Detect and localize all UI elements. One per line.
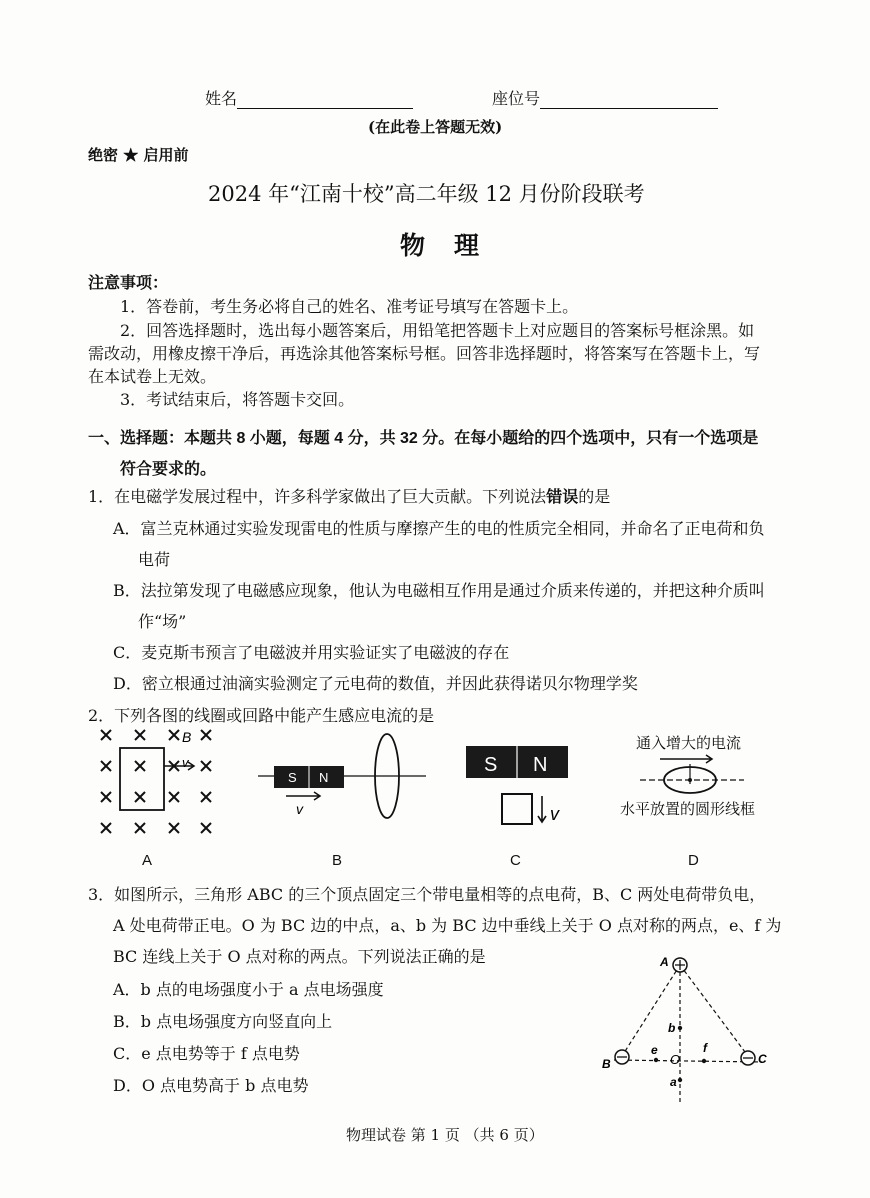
vertex-c-label: C	[758, 1052, 767, 1066]
magnet-s-label: S	[484, 754, 498, 776]
vertex-a-label: A	[660, 955, 669, 969]
point-f-label: f	[703, 1041, 707, 1055]
charge-a	[673, 958, 687, 972]
q3-stem-3: BC 连线上关于 O 点对称的两点。下列说法正确的是	[113, 947, 486, 966]
q2-stem: 2．下列各图的线圈或回路中能产生感应电流的是	[88, 706, 435, 725]
point-a	[678, 1078, 682, 1082]
point-b-label: b	[668, 1021, 676, 1035]
magnet-n-label: N	[533, 754, 548, 776]
name-label: 姓名	[205, 89, 238, 108]
point-e	[654, 1058, 658, 1062]
seat-blank	[540, 90, 718, 109]
q3-figure	[596, 952, 776, 1104]
q2-figure-a-label: A	[142, 852, 153, 869]
velocity-v-label: v	[296, 801, 303, 817]
magnet-n-label: N	[319, 770, 329, 785]
point-f	[702, 1059, 706, 1063]
notice-item-2: 2．回答选择题时，选出每小题答案后，用铅笔把答题卡上对应题目的答案标号框涂黑。如	[120, 321, 755, 340]
page-footer: 物理试卷 第 1 页 （共 6 页）	[346, 1126, 544, 1144]
square-loop	[502, 794, 532, 824]
magnet-s-label: S	[288, 770, 297, 785]
q2-figure-c	[464, 742, 574, 832]
q1-option-d: D．密立根通过油滴实验测定了元电荷的数值，并因此获得诺贝尔物理学奖	[113, 674, 638, 693]
q1-stem: 1．在电磁学发展过程中，许多科学家做出了巨大贡献。下列说法错误的是	[88, 487, 611, 506]
q1-option-b-cont: 作“场”	[138, 612, 187, 631]
name-field	[205, 86, 413, 109]
current-arrow	[660, 755, 712, 763]
exam-title: 2024 年“江南十校”高二年级 12 月份阶段联考	[208, 182, 645, 206]
magnetic-field-crosses	[101, 730, 211, 833]
q3-stem-1: 3．如图所示，三角形 ABC 的三个顶点固定三个带电量相等的点电荷，B、C 两处电荷带负电，	[88, 885, 766, 904]
notice-item-1: 1．答卷前，考生务必将自己的姓名、准考证号填写在答题卡上。	[120, 297, 579, 316]
field-b-label: B	[182, 729, 192, 745]
section-heading: 一、选择题：本题共 8 小题，每题 4 分，共 32 分。在每小题给的四个选项中，只有一个选项是	[88, 430, 759, 447]
q2-figure-a	[88, 722, 228, 840]
velocity-arrow	[286, 792, 320, 800]
conducting-loop	[120, 748, 164, 810]
q3-option-b: B．b 点电场强度方向竖直向上	[113, 1012, 333, 1031]
q1-option-c: C．麦克斯韦预言了电磁波并用实验证实了电磁波的存在	[113, 643, 510, 662]
name-blank	[237, 90, 413, 109]
q2-figure-c-label: C	[510, 852, 521, 869]
side-bc	[614, 1060, 762, 1062]
vertex-b-label: B	[602, 1057, 611, 1071]
q1-emphasis: 错误	[546, 487, 579, 506]
velocity-v-label: v	[182, 755, 189, 770]
notice-item-3: 3．考试结束后，将答题卡交回。	[120, 390, 355, 409]
notice-item-2-end: 在本试卷上无效。	[88, 367, 217, 386]
notice-title: 注意事项：	[88, 275, 169, 292]
q1-option-a: A．富兰克林通过实验发现雷电的性质与摩擦产生的电的性质完全相同，并命名了正电荷和负	[113, 519, 765, 538]
invalid-note: (在此卷上答题无效)	[368, 118, 503, 136]
point-b	[678, 1026, 682, 1030]
q2-figure-d	[640, 752, 760, 800]
q3-stem-2: A 处电荷带正电。O 为 BC 边的中点，a、b 为 BC 边中垂线上关于 O 点对称的两点，e、f 为	[113, 916, 782, 935]
q1-option-a-cont: 电荷	[138, 550, 171, 569]
point-a-label: a	[670, 1075, 677, 1089]
secret-label: 绝密 ★ 启用前	[88, 146, 189, 164]
point-e-label: e	[651, 1043, 658, 1057]
q3-option-d: D．O 点电势高于 b 点电势	[113, 1076, 309, 1095]
seat-field	[492, 86, 718, 109]
q3-option-c: C．e 点电势等于 f 点电势	[113, 1044, 300, 1063]
q3-option-a: A．b 点的电场强度小于 a 点电场强度	[113, 980, 384, 999]
q2-figure-b-label: B	[332, 852, 343, 869]
q2-figure-d-top-text: 通入增大的电流	[636, 735, 742, 752]
velocity-arrow	[164, 762, 194, 770]
charge-b	[615, 1050, 629, 1064]
subject-title: 物 理	[400, 231, 482, 260]
velocity-v-label: v	[550, 804, 559, 824]
q2-figure-d-label: D	[688, 852, 699, 869]
q2-figure-b	[258, 732, 428, 832]
point-o-label: O	[670, 1052, 681, 1067]
notice-item-2-cont: 需改动，用橡皮擦干净后，再选涂其他答案标号框。回答非选择题时，将答案写在答题卡上，写	[88, 344, 761, 363]
side-ac	[680, 965, 748, 1056]
velocity-arrow	[538, 796, 546, 822]
q2-figure-d-bottom-text: 水平放置的圆形线框	[620, 801, 756, 818]
q1-option-b: B．法拉第发现了电磁感应现象，他认为电磁相互作用是通过介质来传递的，并把这种介质叫	[113, 581, 765, 600]
section-heading-cont: 符合要求的。	[120, 461, 217, 478]
charge-c	[741, 1051, 755, 1065]
seat-label: 座位号	[492, 89, 541, 108]
